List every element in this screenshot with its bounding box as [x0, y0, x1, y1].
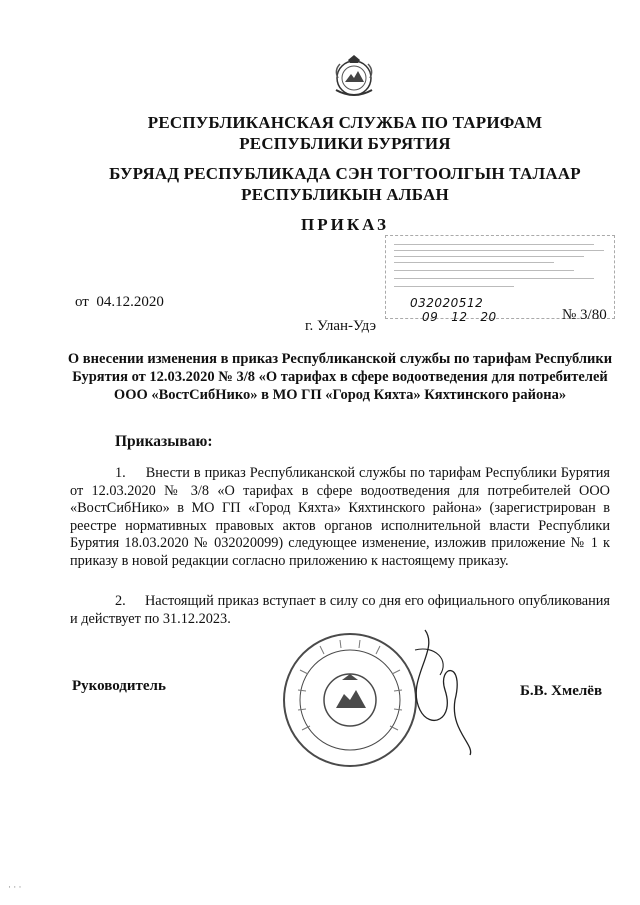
agency-name-buryat: БУРЯАД РЕСПУБЛИКАДА СЭН ТОГТООЛГЫН ТАЛААР РЕСПУБЛИКЫН АЛБАН: [109, 164, 581, 204]
document-type-title: ПРИКАЗ: [301, 215, 389, 234]
signatory-name: Б.В. Хмелёв: [520, 683, 603, 699]
signatory-role: Руководитель: [72, 678, 166, 694]
order-word: Приказываю:: [115, 433, 213, 450]
document-city: г. Улан-Удэ: [305, 318, 377, 334]
paragraph-2: 2. Настоящий приказ вступает в силу со дня его официального опубликования и действует по 31.12.2023.: [70, 593, 614, 627]
document-number: № 3/80: [562, 307, 607, 323]
handwritten-signature: [395, 620, 485, 760]
document-date: от 04.12.2020: [75, 294, 164, 310]
document-subject: О внесении изменения в приказ Республиканской службы по тарифам Республики Бурятия от 12.03.2020 № 3/8 «О тарифах в сфере водоотведения для потребителей ООО «ВостСибНико» в МО ГП «Город Кяхта» Кяхтинского района»: [67, 351, 613, 403]
page-marker: · · ·: [8, 882, 22, 892]
registration-date: 09 12 20: [422, 310, 497, 324]
buryatia-emblem-icon: [330, 52, 378, 102]
registration-number: 032020512: [410, 296, 484, 310]
paragraph-1: 1. Внести в приказ Республиканской службы по тарифам Республики Бурятия от 12.03.2020 № 3/8 «О тарифах в сфере водоотведения для потребителей ООО «ВостСибНико» в МО ГП «Город Кяхта» Кяхтинского района» (зарегистрирован в реестре нормативных правовых актов органов исполнительной власти Республики Бурятия 18.03.2020 № 032020099) следующее изменение, изложив приложение № 1 к приказу в новой редакции согласно приложению к настоящему приказу.: [70, 465, 614, 569]
agency-name-russian: РЕСПУБЛИКАНСКАЯ СЛУЖБА ПО ТАРИФАМ РЕСПУБЛИКИ БУРЯТИЯ: [147, 113, 543, 153]
